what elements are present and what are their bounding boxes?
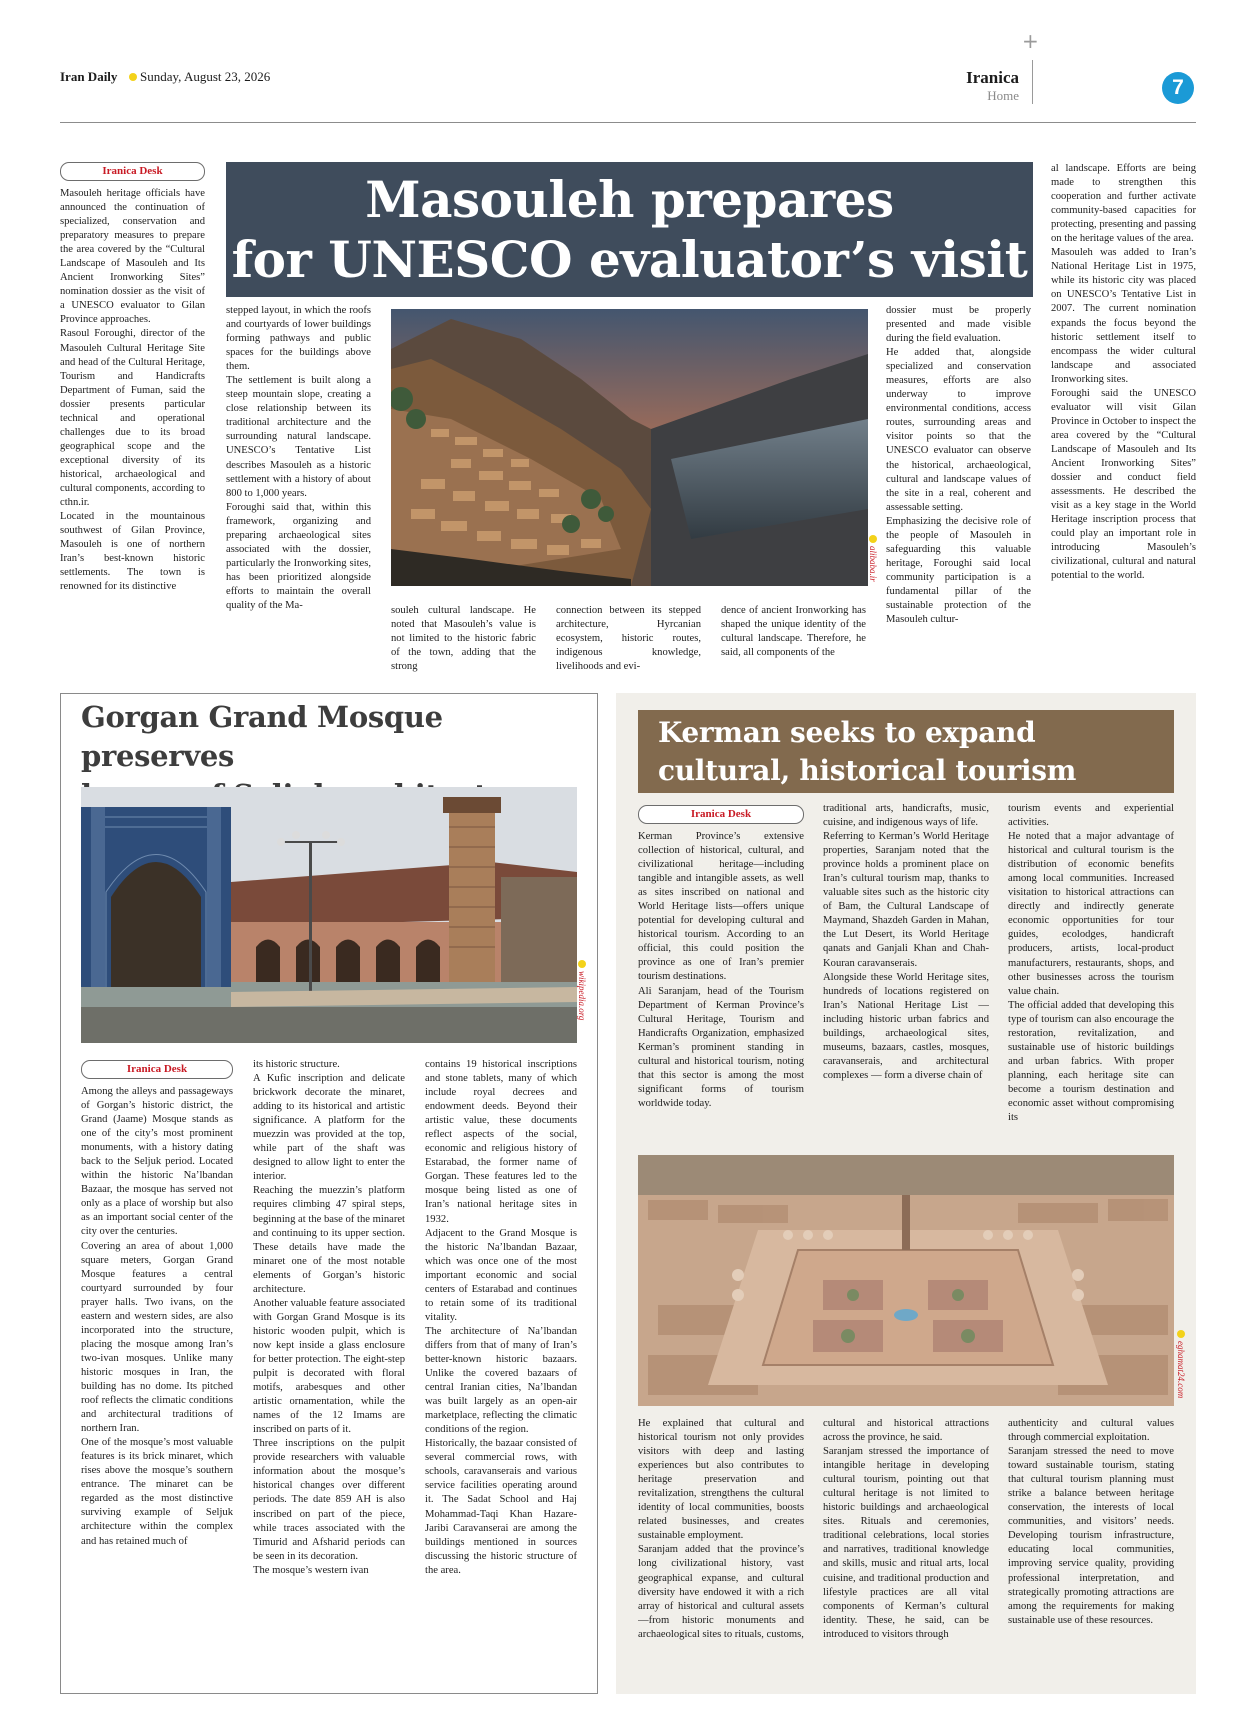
article1-headline-block xyxy=(226,162,1033,297)
article1-headline-line1: Masouleh prepares xyxy=(365,170,894,229)
masthead xyxy=(0,0,1250,125)
masthead-vertical-rule xyxy=(1032,60,1033,104)
page-number: 7 xyxy=(1172,76,1184,99)
article1-col3: souleh cultural landscape. He noted that Masouleh’s value is not limited to the historic fabric of the town, adding that the strong xyxy=(391,605,536,673)
article2-headline-line1: Gorgan Grand Mosque preserves xyxy=(81,700,443,773)
article3-col4: He explained that cultural and historical tourism not only provides visitors with deep and lasting experiences but also contributes to heritage preservation and revitalization, strengthens the cultural identity of local communities, boosts related businesses, and creates sustainable employment. Saranjam added that the province’s long civilizational history, vast geographical expanse, and cultural diversity have endowed it with a rich array of historical and cultural assets—from historic monuments and archaeological sites to rituals, customs, xyxy=(638,1418,804,1640)
paper-name: Iran Daily xyxy=(60,69,118,84)
article1-col2: stepped layout, in which the roofs and courtyards of lower buildings forming pathways and public spaces for the buildings above them. The settlement is built along a steep mountain slope, creating a close relationship between its traditional architecture and the surrounding natural landscape. UNESCO’s Tentative List describes Masouleh as a historic settlement with a history of about 800 to 1,000 years. Foroughi said that, within this framework, organizing and preparing archaeological sites associated with the dossier, particularly the Ironworking sites, has been prioritized alongside efforts to maintain the overall quality of the Ma- xyxy=(226,305,371,611)
article1-col6: dossier must be properly presented and made visible during the field evaluation. He added that, alongside specialized and conservation measures, efforts are also underway to improve environmental conditions, access routes, surrounding areas and visitor points so that the UNESCO evaluator can observe the historical, archaeological, cultural and landscape values of the site in a real, coherent and assessable setting. Emphasizing the decisive role of the people of Masouleh in safeguarding this valuable heritage, Foroughi said local community participation is a fundamental pillar of the sustainable protection of the Masouleh cultur- xyxy=(886,305,1031,626)
article1-col1: Masouleh heritage officials have announced the continuation of specialized, conservation and preparatory measures to prepare the area covered by the “Cultural Landscape of Masouleh and Its Ancient Ironworking Sites” nomination dossier as the visit of a UNESCO evaluator to Gilan Province approaches. Rasoul Foroughi, director of the Masouleh Cultural Heritage Site and head of the Cultural Heritage, Tourism and Handicrafts Department of Fuman, said the dossier presents particular technical and operational challenges due to its broad geographical scope and the exceptional diversity of its historical, archaeological and cultural components, according to cthn.ir. Located in the mountainous southwest of Gilan Province, Masouleh is one of northern Iran’s best-known historic settlements. The town is renowned for its distinctive xyxy=(60,188,205,593)
article2-col3: contains 19 historical inscriptions and stone tablets, many of which include royal decrees and endowment deeds. Beyond their artistic value, these documents reflect aspects of the social, economic and religious history of Estarabad, the former name of Gorgan. These features led to the mosque being listed as one of Iran’s national heritage sites in 1932. Adjacent to the Grand Mosque is the historic Na’lbandan Bazaar, which was once one of the most important economic and social centers of Estarabad and continues to retain some of its traditional vitality. The architecture of Na’lbandan differs from that of many of Iran’s better-known historic bazaars. Unlike the covered bazaars of central Iranian cities, Na’lbandan was built largely as an open-air marketplace, reflecting the climatic conditions of the region. Historically, the bazaar consisted of several commercial rows, with schools, caravanserais and various service facilities operating around it. The Sadat School and Haj Mohammad-Taqi Khan Hazare-Jaribi Caravanserai are among the buildings mentioned in sources discussing the historic structure of the area. xyxy=(425,1059,577,1576)
article1-col5: dence of ancient Ironworking has shaped the unique identity of the cultural landscape. Therefore, he said, all components of the xyxy=(721,605,866,659)
article3-col3: tourism events and experiential activities. He noted that a major advantage of historical and cultural tourism is the distribution of economic benefits among local communities. Increased visitation to historical attractions can directly and indirectly generate economic opportunities for tour guides, ecolodges, handicraft producers, artists, local-product manufacturers, restaurants, shops, and other businesses across the tourism value chain. The official added that developing this type of tourism can also encourage the restoration, revitalization, and sustainable use of historic buildings and urban fabrics. With proper planning, each heritage site can become a tourism destination and economic asset without compromising its xyxy=(1008,803,1174,1124)
page-number-badge xyxy=(1162,72,1194,104)
article3-col6: authenticity and cultural values through commercial exploitation. Saranjam stressed the need to move toward sustainable tourism, stating that cultural tourism planning must strike a balance between heritage conservation, the interests of local communities, and visitors’ needs. Developing tourism infrastructure, educating local communities, improving service quality, providing professional interpretation, and strategically promoting attractions are among the requirements for making sustainable use of these resources. xyxy=(1008,1418,1174,1626)
article3-col2: traditional arts, handicrafts, music, cuisine, and indigenous ways of life. Referring to Kerman’s World Heritage properties, Saranjam noted that the province holds a prominent place on Iran’s cultural tourism map, thanks to valuable sites such as the historic city of Bam, the Cultural Landscape of Maymand, Shazdeh Garden in Mahan, the Lut Desert, its World Heritage qanats and Ganjali Khan and Chah-Kouran caravanserais. Alongside these World Heritage sites, hundreds of locations registered on Iran’s National Heritage List — including historic urban fabrics and buildings, archaeological sites, museums, bazaars, castles, mosques, caravanserais, and architectural complexes — form a diverse chain of xyxy=(823,803,989,1081)
issue-date: Sunday, August 23, 2026 xyxy=(140,69,271,84)
gorgan-photo-credit: wikipedia.org xyxy=(577,960,587,1020)
masouleh-photo xyxy=(391,309,868,586)
article1-desk-label: Iranica Desk xyxy=(60,162,205,181)
section-name: Iranica xyxy=(966,68,1019,87)
article3-col5: cultural and historical attractions across the province, he said. Saranjam stressed the importance of intangible heritage in developing cultural tourism, pointing out that cultural heritage is not limited to historic buildings and archaeological sites. Rituals and ceremonies, traditional celebrations, local stories and narratives, traditional knowledge and skills, music and ritual arts, local cuisine, and traditional production and lifestyle practices are all vital components of Kerman’s cultural identity. These, he said, can be introduced to visitors through xyxy=(823,1418,989,1640)
plus-mark: + xyxy=(1022,29,1039,53)
subsection-name: Home xyxy=(987,88,1019,103)
date-separator-dot xyxy=(129,73,137,81)
article2-col1: Among the alleys and passageways of Gorgan’s historic district, the Grand (Jaame) Mosque stands as one of the city’s most prominent monuments, with a history dating back to the Seljuk period. Located within the historic Na’lbandan Bazaar, the mosque has served not only as a place of worship but also as an important social center of the city over the centuries. Covering an area of about 1,000 square meters, Gorgan Grand Mosque features a central courtyard surrounded by four prayer halls. Two ivans, on the eastern and western sides, are also incorporated into the structure, placing the mosque among Iran’s two-ivan mosques. Unlike many historic mosques in Iran, the building has no dome. Its pitched roof reflects the climatic conditions and architectural traditions of northern Iran. One of the mosque’s most valuable features is its brick minaret, which rises above the mosque’s southern entrance. The minaret can be regarded as the most distinctive surviving example of Seljuk architecture within the complex and has retained much of xyxy=(81,1086,233,1547)
masouleh-photo-credit: alibaba.ir xyxy=(868,535,878,582)
masthead-rule xyxy=(60,122,1196,123)
credit-dot-icon xyxy=(1177,1330,1185,1338)
article2-col2: its historic structure. A Kufic inscription and delicate brickwork decorate the minaret, adding to its historical and artistic significance. A platform for the muezzin was provided at the top, while part of the shaft was designed to allow light to enter the interior. Reaching the muezzin’s platform requires climbing 47 spiral steps, beginning at the base of the minaret and continuing to its upper section. These details have made the minaret one of the most notable elements of Gorgan’s historic architecture. Another valuable feature associated with Gorgan Grand Mosque is its historic wooden pulpit, which is now kept inside a glass enclosure for better protection. The eight-step pulpit is decorated with floral motifs, arabesques and other artistic ornamentation, while the names of the 12 Imams are inscribed on parts of it. Three inscriptions on the pulpit provide researchers with valuable information about the mosque’s historical changes over different periods. The date 859 AH is also inscribed on part of the piece, while traces associated with the Timurid and Afsharid periods can be seen in its decoration. The mosque’s western ivan xyxy=(253,1059,405,1576)
article3-desk-label: Iranica Desk xyxy=(638,805,804,824)
credit-dot-icon xyxy=(578,960,586,968)
gorgan-mosque-photo xyxy=(81,787,577,1043)
kerman-aerial-photo xyxy=(638,1155,1174,1406)
article2-desk-label: Iranica Desk xyxy=(81,1060,233,1079)
article1-col7: al landscape. Efforts are being made to strengthen this cooperation and further activate community-based capacities for protecting, presenting and passing on the heritage values of the area. Masouleh was added to Iran’s National Heritage List in 1975, while its historic city was placed on UNESCO’s Tentative List in 2007. The current nomination expands the focus beyond the historic settlement itself to encompass the wider cultural landscape and associated Ironworking sites. Foroughi said the UNESCO evaluator will visit Gilan Province in October to inspect the area covered by the “Cultural Landscape of Masouleh and Its Ancient Ironworking Sites” dossier and conduct field assessments. He described the visit as a key stage in the World Heritage inscription process that could play an important role in introducing Masouleh’s civilizational, cultural and natural potential to the world. xyxy=(1051,163,1196,582)
article1-headline-line2: for UNESCO evaluator’s visit xyxy=(231,230,1028,289)
article3-col1: Kerman Province’s extensive collection of historical, cultural, and civilizational heritage—including tangible and intangible assets, as well as sites inscribed on national and World Heritage lists—offers unique potential for developing cultural and historical tourism. According to an official, this could position the province as one of Iran’s premier tourism destinations. Ali Saranjam, head of the Tourism Department of Kerman Province’s Cultural Heritage, Tourism and Handicrafts Organization, emphasized Kerman’s prominent standing in cultural and historical tourism, noting that this sector is among the most significant forms of tourism worldwide today. xyxy=(638,831,804,1109)
article3-headline-line2: cultural, historical tourism xyxy=(658,754,1077,787)
article3-headline-line1: Kerman seeks to expand xyxy=(658,716,1036,749)
article1-col4: connection between its stepped architecture, Hyrcanian ecosystem, historic routes, indigenous knowledge, livelihoods and evi- xyxy=(556,605,701,673)
article3-headline-block xyxy=(638,710,1174,793)
kerman-photo-credit: eghamat24.com xyxy=(1176,1330,1186,1398)
credit-dot-icon xyxy=(869,535,877,543)
